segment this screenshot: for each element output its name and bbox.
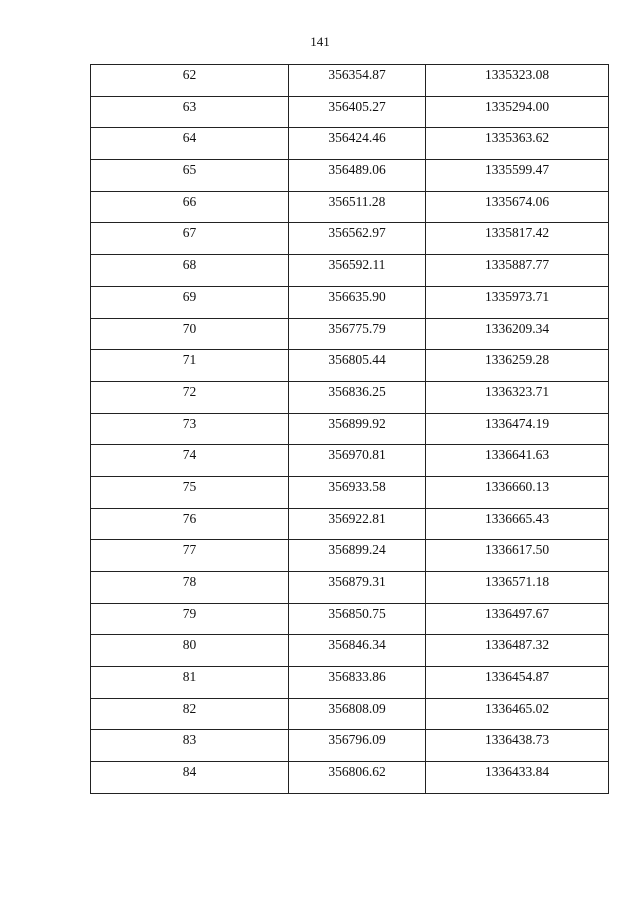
x-coordinate-cell: [289, 476, 426, 508]
y-coordinate-cell: [426, 96, 609, 128]
point-number-cell: [91, 191, 289, 223]
cell-text: 79: [182, 605, 197, 621]
table-row: [91, 128, 609, 160]
x-coordinate-cell: [289, 191, 426, 223]
cell-text: 356933.58: [328, 478, 386, 494]
cell-text: 66: [182, 193, 197, 209]
y-coordinate-cell: [426, 413, 609, 445]
point-number-cell: [91, 128, 289, 160]
y-coordinate-cell: [426, 762, 609, 794]
point-number-cell: [91, 255, 289, 287]
cell-text: 64: [182, 130, 197, 146]
x-coordinate-cell: [289, 128, 426, 160]
cell-text: 68: [182, 257, 197, 273]
cell-text: 356405.27: [328, 98, 386, 114]
x-coordinate-cell: [289, 445, 426, 477]
table-row: [91, 476, 609, 508]
cell-text: 1335674.06: [484, 193, 550, 209]
y-coordinate-cell: [426, 381, 609, 413]
cell-text: 72: [182, 383, 197, 399]
cell-text: 73: [182, 415, 197, 431]
cell-text: 1336660.13: [484, 478, 550, 494]
table-row: [91, 381, 609, 413]
cell-text: 1336438.73: [484, 732, 550, 748]
cell-text: 356424.46: [328, 130, 386, 146]
cell-text: 63: [182, 98, 197, 114]
point-number-cell: [91, 65, 289, 97]
cell-text: 1336617.50: [484, 542, 550, 558]
point-number-cell: [91, 730, 289, 762]
cell-text: 62: [182, 67, 197, 82]
x-coordinate-cell: [289, 413, 426, 445]
point-number-cell: [91, 350, 289, 382]
y-coordinate-cell: [426, 128, 609, 160]
cell-text: 1336571.18: [484, 574, 550, 589]
point-number-cell: [91, 635, 289, 667]
cell-text: 82: [182, 700, 197, 716]
point-number-cell: [91, 318, 289, 350]
x-coordinate-cell: [289, 635, 426, 667]
table-row: [91, 65, 609, 97]
point-number-cell: [91, 667, 289, 699]
point-number-cell: [91, 96, 289, 128]
x-coordinate-cell: [289, 603, 426, 635]
cell-text: 356806.62: [328, 764, 386, 780]
table-row: [91, 160, 609, 192]
y-coordinate-cell: [426, 65, 609, 97]
cell-text: 76: [182, 510, 197, 526]
x-coordinate-cell: [289, 318, 426, 350]
point-number-cell: [91, 762, 289, 794]
cell-text: 75: [182, 478, 197, 494]
cell-text: 74: [182, 447, 197, 463]
table-row: [91, 730, 609, 762]
cell-text: 1336641.63: [484, 447, 550, 463]
cell-text: 69: [182, 288, 197, 304]
cell-text: 65: [182, 162, 197, 178]
x-coordinate-cell: [289, 540, 426, 572]
cell-text: 1335599.47: [484, 162, 550, 178]
y-coordinate-cell: [426, 223, 609, 255]
x-coordinate-cell: [289, 698, 426, 730]
cell-text: 356592.11: [328, 257, 386, 273]
y-coordinate-cell: [426, 191, 609, 223]
table-row: [91, 635, 609, 667]
table-row: [91, 572, 609, 604]
x-coordinate-cell: [289, 508, 426, 540]
table-row: [91, 350, 609, 382]
cell-text: 1336487.32: [484, 637, 550, 653]
cell-text: 81: [182, 669, 197, 685]
point-number-cell: [91, 445, 289, 477]
cell-text: 67: [182, 225, 197, 241]
cell-text: 356489.06: [328, 162, 386, 178]
cell-text: 356922.81: [328, 510, 386, 526]
point-number-cell: [91, 160, 289, 192]
table-row: [91, 445, 609, 477]
cell-text: 356354.87: [328, 67, 386, 82]
cell-text: 356970.81: [328, 447, 386, 463]
table-row: [91, 318, 609, 350]
y-coordinate-cell: [426, 635, 609, 667]
point-number-cell: [91, 540, 289, 572]
y-coordinate-cell: [426, 160, 609, 192]
cell-text: 1336323.71: [484, 383, 550, 399]
x-coordinate-cell: [289, 381, 426, 413]
cell-text: 78: [182, 574, 197, 589]
table-row: [91, 762, 609, 794]
cell-text: 1335294.00: [484, 98, 550, 114]
cell-text: 356635.90: [328, 288, 386, 304]
y-coordinate-cell: [426, 508, 609, 540]
point-number-cell: [91, 286, 289, 318]
x-coordinate-cell: [289, 96, 426, 128]
cell-text: 70: [182, 320, 197, 336]
cell-text: 1335973.71: [484, 288, 550, 304]
point-number-cell: [91, 508, 289, 540]
cell-text: 83: [182, 732, 197, 748]
table-row: [91, 286, 609, 318]
cell-text: 356850.75: [328, 605, 386, 621]
cell-text: 1336665.43: [484, 510, 550, 526]
cell-text: 71: [182, 352, 197, 368]
cell-text: 356899.24: [328, 542, 386, 558]
cell-text: 1336474.19: [484, 415, 550, 431]
cell-text: 1336209.34: [484, 320, 550, 336]
cell-text: 356775.79: [328, 320, 386, 336]
point-number-cell: [91, 603, 289, 635]
y-coordinate-cell: [426, 730, 609, 762]
y-coordinate-cell: [426, 540, 609, 572]
x-coordinate-cell: [289, 667, 426, 699]
cell-text: 356846.34: [328, 637, 386, 653]
y-coordinate-cell: [426, 667, 609, 699]
point-number-cell: [91, 698, 289, 730]
x-coordinate-cell: [289, 730, 426, 762]
cell-text: 1336465.02: [484, 700, 550, 716]
table-row: [91, 223, 609, 255]
cell-text: 356833.86: [328, 669, 386, 685]
cell-text: 1336433.84: [484, 764, 550, 780]
y-coordinate-cell: [426, 255, 609, 287]
y-coordinate-cell: [426, 445, 609, 477]
cell-text: 80: [182, 637, 197, 653]
point-number-cell: [91, 413, 289, 445]
cell-text: 1335363.62: [484, 130, 550, 146]
cell-text: 1336497.67: [484, 605, 550, 621]
cell-text: 1336454.87: [484, 669, 550, 685]
cell-text: 84: [182, 764, 197, 780]
table-row: [91, 667, 609, 699]
cell-text: 356796.09: [328, 732, 386, 748]
coordinates-table-body: [91, 65, 609, 794]
y-coordinate-cell: [426, 698, 609, 730]
x-coordinate-cell: [289, 572, 426, 604]
point-number-cell: [91, 476, 289, 508]
cell-text: 356562.97: [328, 225, 386, 241]
coordinates-table: [90, 64, 609, 794]
cell-text: 1335323.08: [484, 67, 550, 82]
cell-text: 1335887.77: [484, 257, 550, 273]
point-number-cell: [91, 572, 289, 604]
cell-text: 356899.92: [328, 415, 386, 431]
table-row: [91, 191, 609, 223]
cell-text: 356808.09: [328, 700, 386, 716]
cell-text: 77: [182, 542, 197, 558]
table-row: [91, 255, 609, 287]
x-coordinate-cell: [289, 65, 426, 97]
x-coordinate-cell: [289, 286, 426, 318]
y-coordinate-cell: [426, 603, 609, 635]
cell-text: 1335817.42: [484, 225, 550, 241]
table-row: [91, 508, 609, 540]
x-coordinate-cell: [289, 223, 426, 255]
page-number: 141: [310, 34, 330, 49]
table-row: [91, 413, 609, 445]
y-coordinate-cell: [426, 476, 609, 508]
cell-text: 356805.44: [328, 352, 386, 368]
point-number-cell: [91, 223, 289, 255]
x-coordinate-cell: [289, 350, 426, 382]
cell-text: 356836.25: [328, 383, 386, 399]
x-coordinate-cell: [289, 160, 426, 192]
cell-text: 356879.31: [328, 574, 386, 589]
y-coordinate-cell: [426, 318, 609, 350]
y-coordinate-cell: [426, 286, 609, 318]
x-coordinate-cell: [289, 255, 426, 287]
point-number-cell: [91, 381, 289, 413]
y-coordinate-cell: [426, 350, 609, 382]
table-row: [91, 540, 609, 572]
y-coordinate-cell: [426, 572, 609, 604]
x-coordinate-cell: [289, 762, 426, 794]
cell-text: 356511.28: [328, 193, 386, 209]
table-row: [91, 698, 609, 730]
cell-text: 1336259.28: [484, 352, 550, 368]
table-row: [91, 603, 609, 635]
table-row: [91, 96, 609, 128]
